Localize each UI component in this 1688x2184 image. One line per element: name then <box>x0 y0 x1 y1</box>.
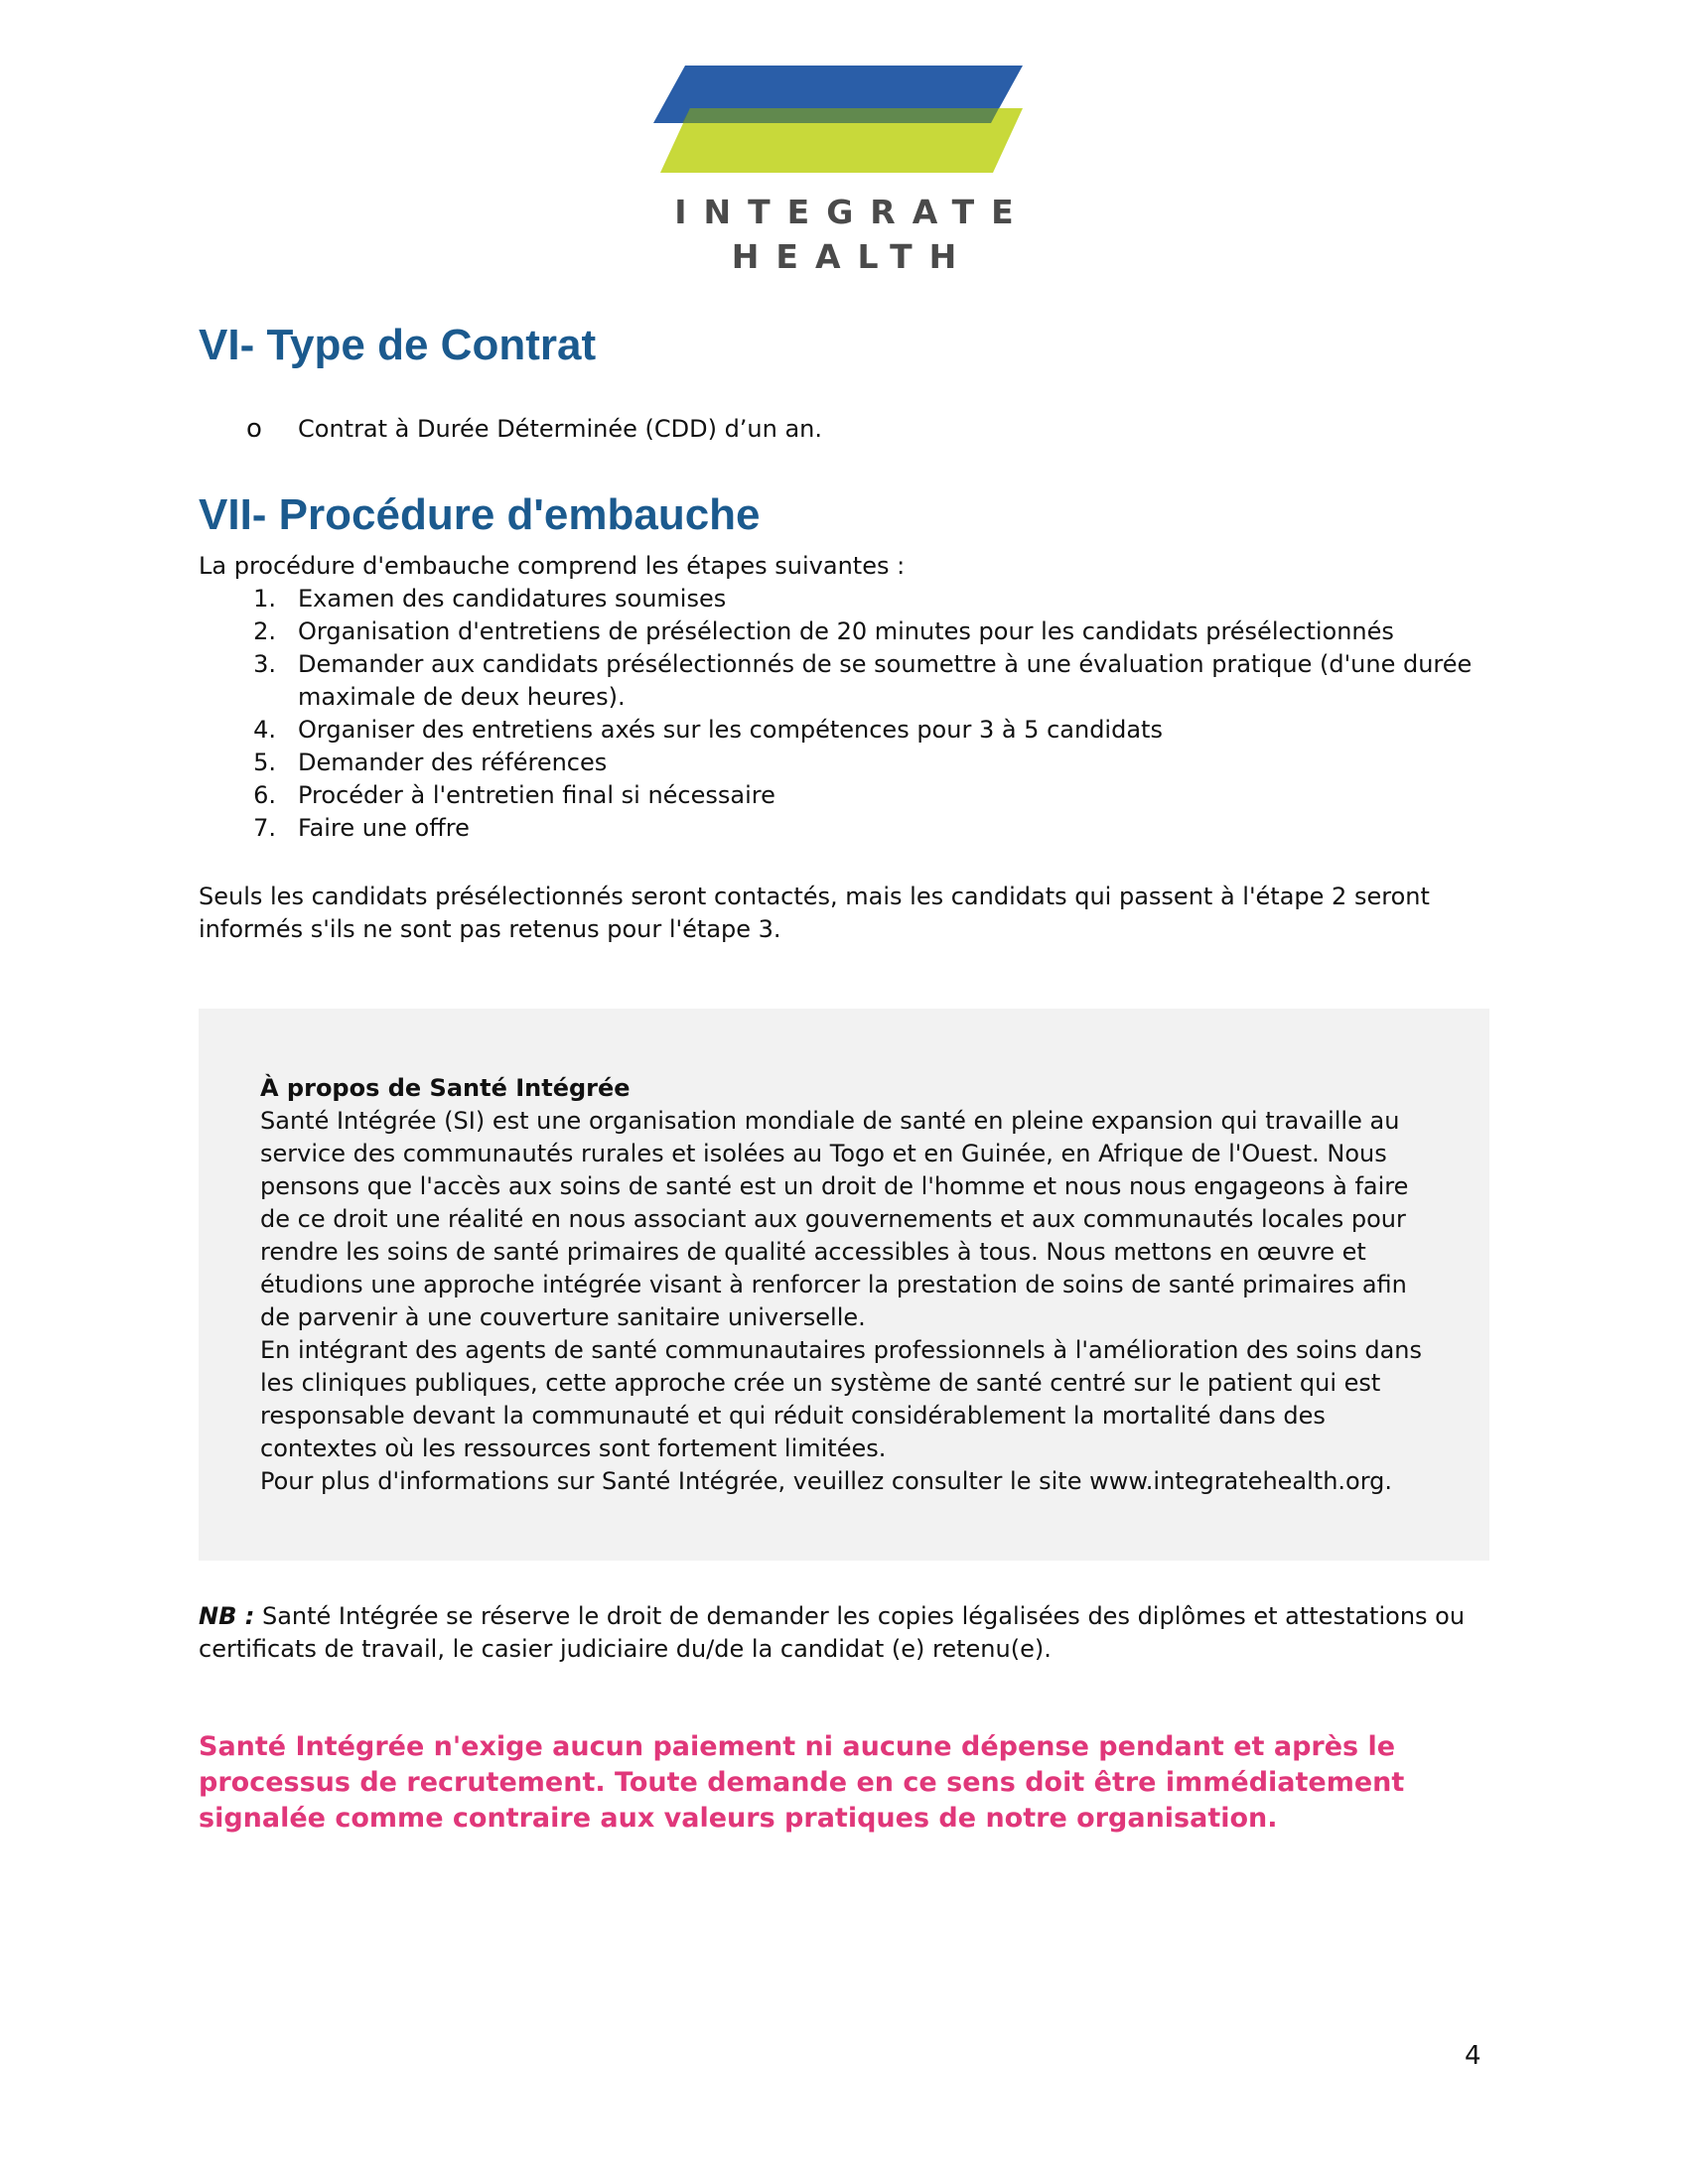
nb-note <box>199 1600 1489 1666</box>
step-number: 5. <box>253 749 276 776</box>
heading-hiring-procedure: VII- Procédure d'embauche <box>199 490 761 539</box>
step-text: Organiser des entretiens axés sur les compétences pour 3 à 5 candidats <box>298 716 1163 744</box>
about-content <box>260 1072 1432 1498</box>
about-paragraph-3: Pour plus d'informations sur Santé Intégrée, veuillez consulter le site www.integratehealth.org. <box>260 1467 1393 1495</box>
page-number: 4 <box>1465 2041 1481 2071</box>
contract-item-text: Contrat à Durée Déterminée (CDD) d’un an. <box>298 415 823 443</box>
list-item <box>248 648 1489 714</box>
list-item <box>248 615 1489 648</box>
step-number: 3. <box>253 650 276 678</box>
step-text: Demander aux candidats présélectionnés de se soumettre à une évaluation pratique (d'une durée maximale de deux heures). <box>298 650 1473 711</box>
logo-stripes-icon <box>645 62 1043 186</box>
logo-line-2: HEALTH <box>731 237 974 276</box>
step-number: 7. <box>253 814 276 842</box>
nb-text: Santé Intégrée se réserve le droit de demander les copies légalisées des diplômes et attestations ou certificats de travail, le casier judiciaire du/de la candidat (e) retenu(e). <box>199 1602 1466 1663</box>
step-text: Organisation d'entretiens de présélection de 20 minutes pour les candidats présélectionnés <box>298 617 1394 645</box>
about-paragraph-2: En intégrant des agents de santé communautaires professionnels à l'amélioration des soins dans les cliniques publiques, cette approche crée un système de santé centré sur le patient qui est responsable devant la communauté et qui réduit considérablement la mortalité dans des contextes où les ressources sont fortement limitées. <box>260 1336 1423 1462</box>
list-item <box>248 779 1489 812</box>
payment-warning: Santé Intégrée n'exige aucun paiement ni aucune dépense pendant et après le processus de recrutement. Toute demande en ce sens doit être immédiatement signalée comme contraire aux valeurs pratiques de notre organisation. <box>199 1731 1405 1834</box>
bullet-icon: o <box>246 414 262 444</box>
nb-label: NB : <box>199 1602 255 1630</box>
step-text: Faire une offre <box>298 814 470 842</box>
list-item <box>248 747 1489 779</box>
hiring-intro: La procédure d'embauche comprend les étapes suivantes : <box>199 552 906 580</box>
list-item <box>248 583 1489 615</box>
step-number: 6. <box>253 781 276 809</box>
about-paragraph-1: Santé Intégrée (SI) est une organisation mondiale de santé en pleine expansion qui travaille au service des communautés rurales et isolées au Togo et en Guinée, en Afrique de l'Ouest. Nous pensons que l'accès aux soins de santé est un droit de l'homme et nous nous engageons à faire de ce droit une réalité en nous associant aux gouvernements et aux communautés locales pour rendre les soins de santé primaires de qualité accessibles à tous. Nous mettons en œuvre et étudions une approche intégrée visant à renforcer la prestation de soins de santé primaires afin de parvenir à une couverture sanitaire universelle. <box>260 1107 1409 1331</box>
about-box <box>199 1009 1489 1561</box>
list-item <box>248 812 1489 845</box>
step-text: Procéder à l'entretien final si nécessaire <box>298 781 775 809</box>
step-number: 1. <box>253 585 276 613</box>
shortlist-note: Seuls les candidats présélectionnés seront contactés, mais les candidats qui passent à l'étape 2 seront informés s'ils ne sont pas retenus pour l'étape 3. <box>199 883 1430 943</box>
step-number: 4. <box>253 716 276 744</box>
step-text: Demander des références <box>298 749 608 776</box>
list-item <box>248 714 1489 747</box>
heading-contract-type: VI- Type de Contrat <box>199 321 597 369</box>
step-number: 2. <box>253 617 276 645</box>
logo-line-1: INTEGRATE <box>674 193 1031 231</box>
hiring-steps-list <box>248 583 1489 845</box>
about-title: À propos de Santé Intégrée <box>260 1074 631 1102</box>
step-text: Examen des candidatures soumises <box>298 585 727 613</box>
integrate-health-logo <box>645 62 1043 285</box>
